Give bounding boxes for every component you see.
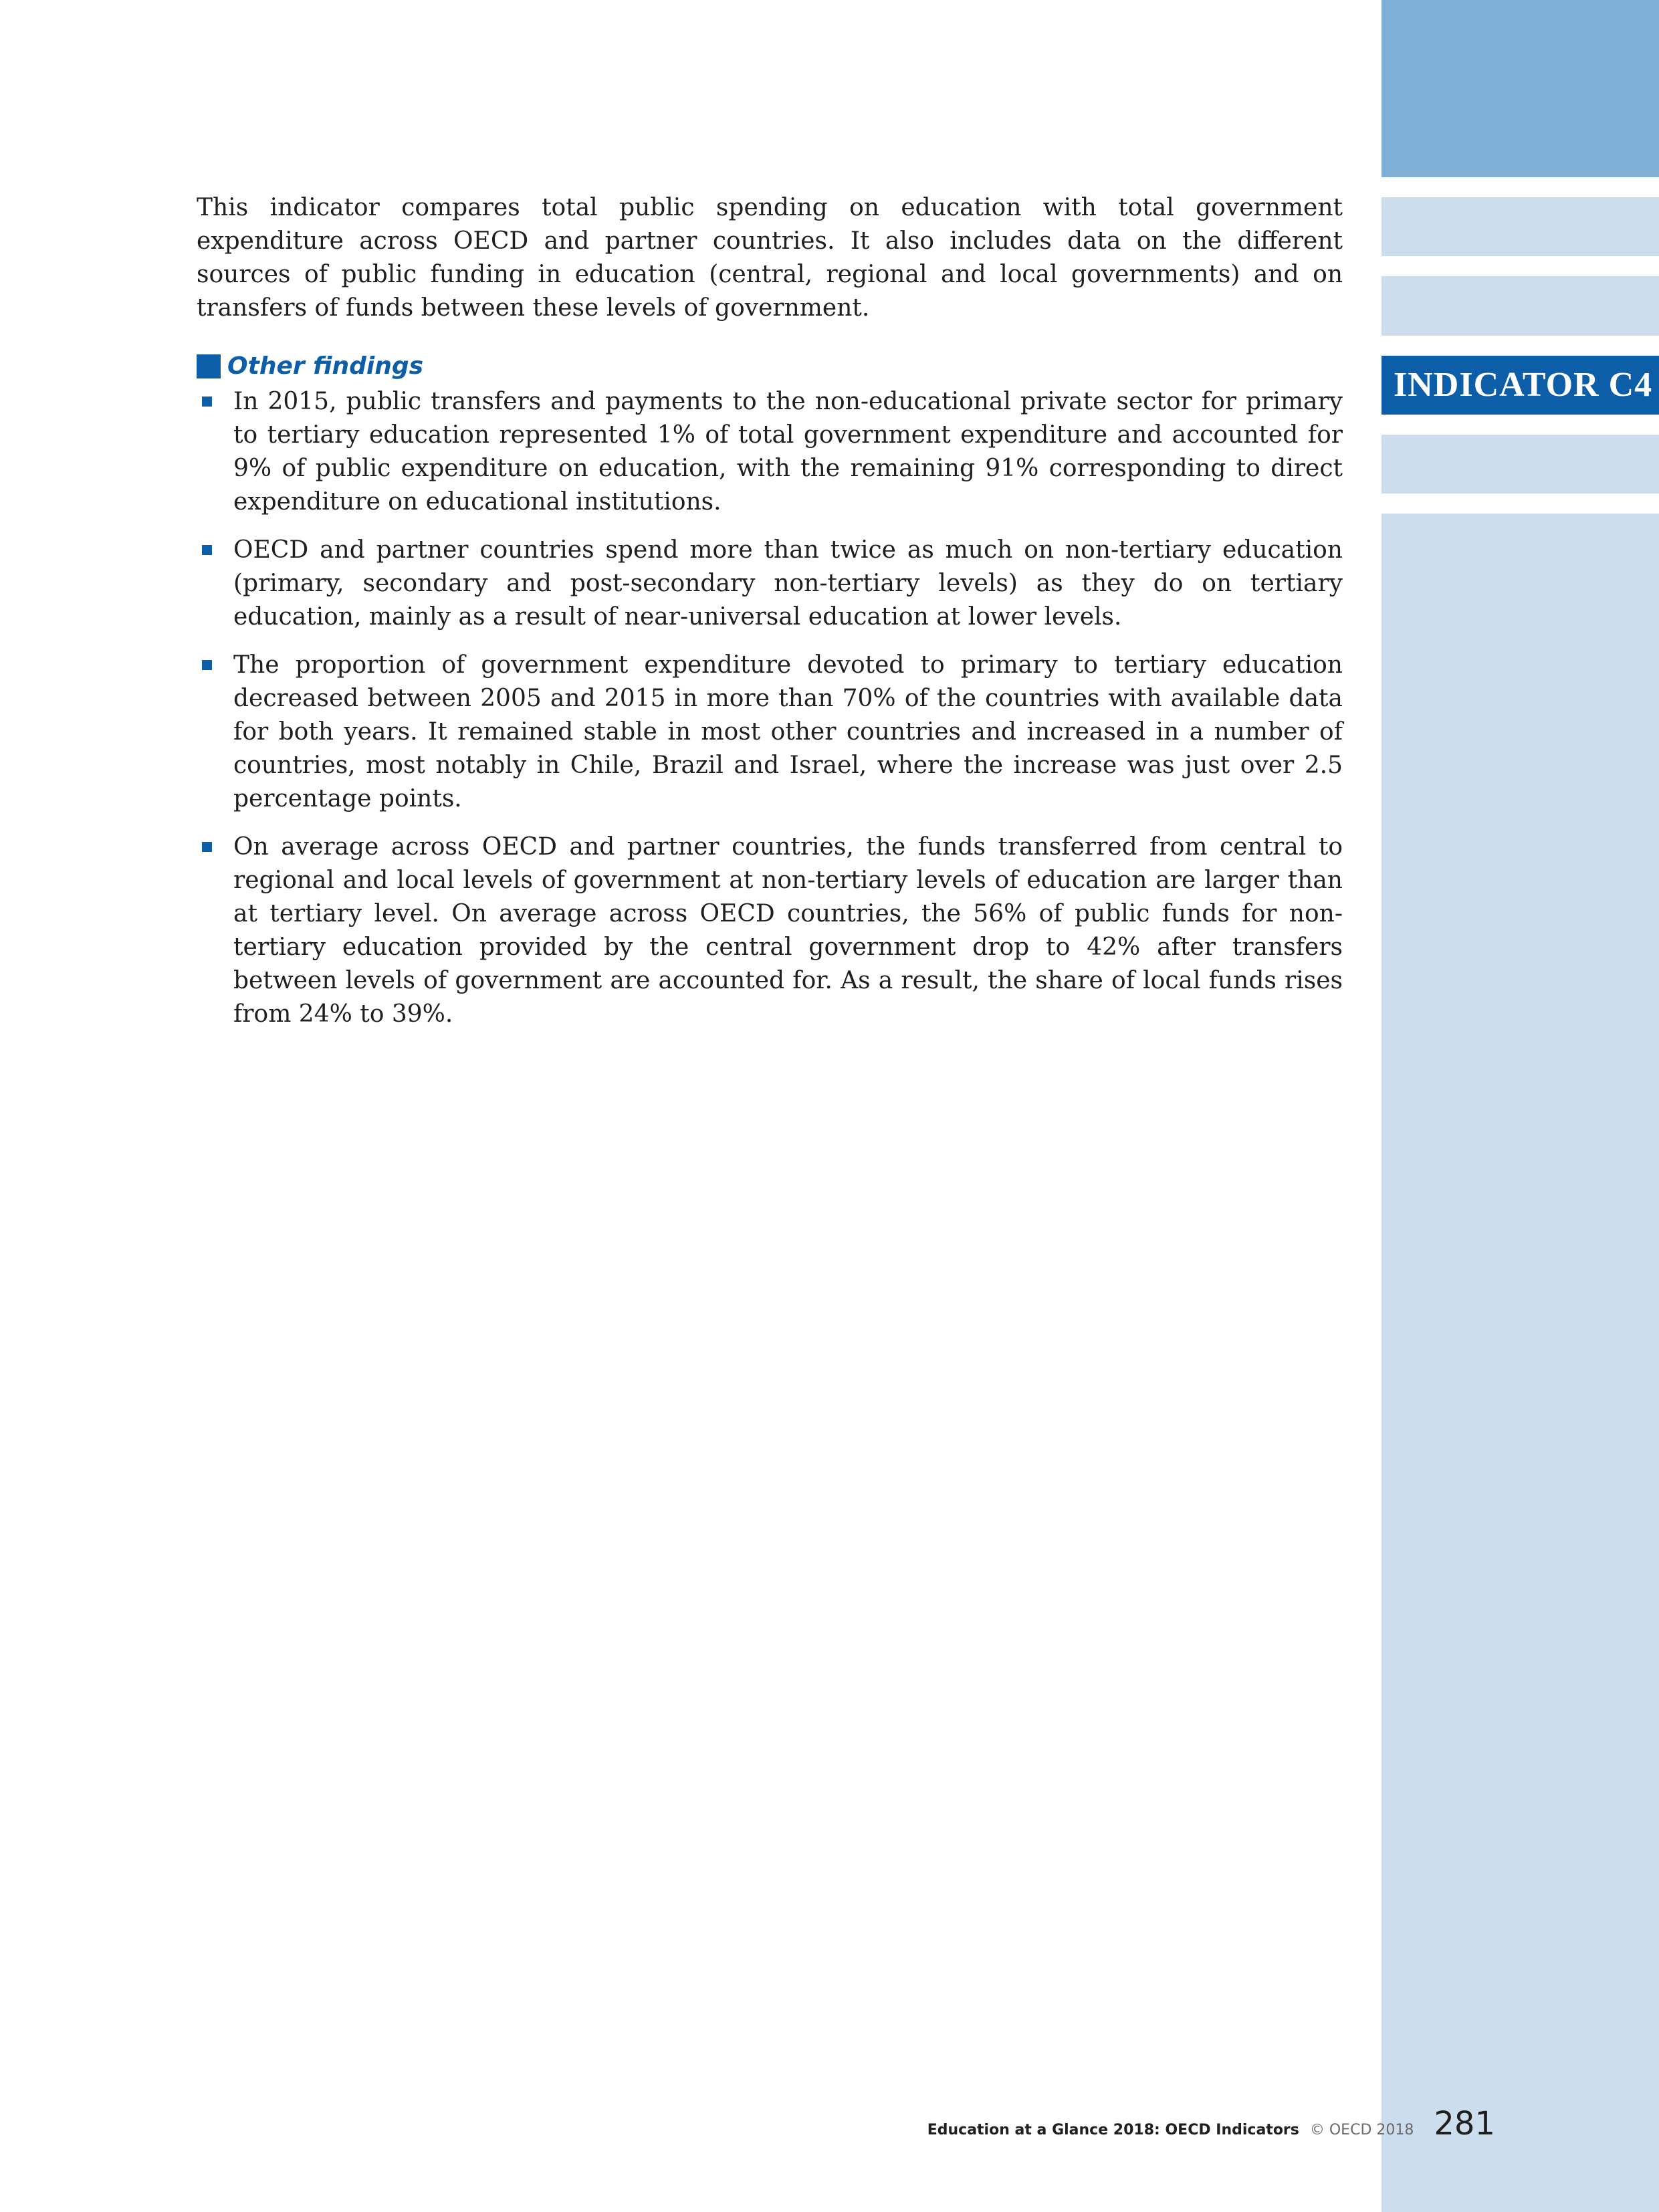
heading-text: Other findings xyxy=(227,352,424,380)
sidebar xyxy=(1381,0,1659,2212)
sidebar-top-block xyxy=(1381,0,1659,177)
page-footer xyxy=(927,2105,1495,2142)
sidebar-divider xyxy=(1381,493,1659,514)
bullet-square-icon xyxy=(202,842,212,852)
sidebar-divider xyxy=(1381,336,1659,356)
intro-paragraph: This indicator compares total public spending on education with total government expenditure across OECD and partner countries. It also includes data on the different sources of public funding in education (central, regional and local governments) and on transfers of funds between these levels of government. xyxy=(197,194,1343,322)
list-item xyxy=(197,385,1343,519)
list-item xyxy=(197,534,1343,634)
bullet-square-icon xyxy=(202,545,212,555)
finding-text: In 2015, public transfers and payments to the non-educational private sector for primary to tertiary education represented 1% of total government expenditure and accounted for 9% of public expenditure on education, with the remaining 91% corresponding to direct expenditure on educational institutions. xyxy=(233,388,1343,516)
bullet-square-icon xyxy=(202,397,212,407)
finding-text: On average across OECD and partner countries, the funds transferred from central to regional and local levels of government at non-tertiary levels of education are larger than at tertiary level. On average across OECD countries, the 56% of public funds for non-tertiary education provided by the central government drop to 42% after transfers between levels of government are accounted for. As a result, the share of local funds rises from 24% to 39%. xyxy=(233,833,1343,1028)
indicator-tab: INDICATOR C4 xyxy=(1381,356,1659,415)
copyright-notice: © OECD 2018 xyxy=(1309,2122,1414,2138)
publication-title: Education at a Glance 2018: OECD Indicators xyxy=(927,2122,1299,2138)
sidebar-divider xyxy=(1381,256,1659,276)
finding-text: The proportion of government expenditure devoted to primary to tertiary education decreased between 2005 and 2015 in more than 70% of the countries with available data for both years. It remained stable in most other countries and increased in a number of countries, most notably in Chile, Brazil and Israel, where the increase was just over 2.5 percentage points. xyxy=(233,651,1343,812)
heading-square-icon xyxy=(197,354,221,378)
sidebar-divider xyxy=(1381,177,1659,197)
other-findings-heading xyxy=(197,352,1343,381)
page-number: 281 xyxy=(1434,2105,1495,2142)
bullet-square-icon xyxy=(202,660,212,670)
list-item xyxy=(197,649,1343,816)
list-item xyxy=(197,831,1343,1031)
sidebar-divider xyxy=(1381,415,1659,435)
findings-list xyxy=(197,385,1343,1031)
finding-text: OECD and partner countries spend more than twice as much on non-tertiary education (primary, secondary and post-secondary non-tertiary levels) as they do on tertiary education, mainly as a result of near-universal education at lower levels. xyxy=(233,536,1343,631)
main-content xyxy=(197,191,1343,1046)
